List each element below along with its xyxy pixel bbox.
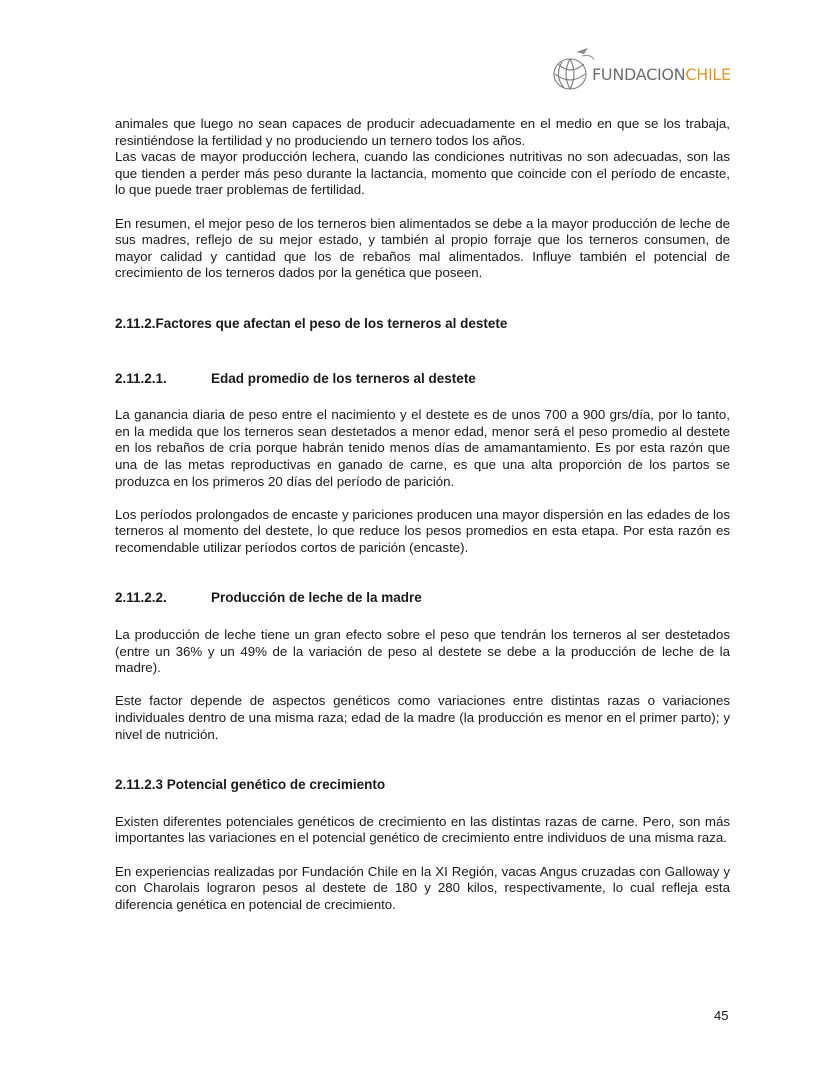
document-body <box>115 116 730 913</box>
heading-2-11-2-1 <box>115 371 730 388</box>
heading-title: Producción de leche de la madre <box>211 590 422 606</box>
paragraph-3: La ganancia diaria de peso entre el nacimiento y el destete es de unos 700 a 900 grs/día, por lo tanto, en la medida que los terneros sean destetados a menor edad, menor será el peso promedio al destete en los rebaños de cría porque habrán tenido menos días de amamantamiento. Es por esta razón que una de las metas reproductivas en ganado de carne, es que una alta proporción de los partos se produzca en los primeros 20 días del período de parición. <box>115 407 730 489</box>
heading-2-11-2-3: 2.11.2.3 Potencial genético de crecimiento <box>115 777 386 793</box>
paragraph-5: La producción de leche tiene un gran efecto sobre el peso que tendrán los terneros al ser destetados (entre un 36% y un 49% de la variación de peso al destete se debe a la producción de leche de la madre). <box>115 627 730 676</box>
paragraph-7: Existen diferentes potenciales genéticos de crecimiento en las distintas razas de carne. Pero, son más importantes las variaciones en el potencial genético de crecimiento entre individuos de una misma raza. <box>115 813 730 846</box>
logo-text-chile: CHILE <box>685 64 731 84</box>
globe-logo-icon <box>548 44 598 94</box>
heading-2-11-2-2 <box>115 590 730 607</box>
paragraph-2: En resumen, el mejor peso de los terneros bien alimentados se debe a la mayor producción de leche de sus madres, reflejo de su mejor estado, y también al propio forraje que los terneros consumen, de mayor calidad y cantidad que los de rebaños mal alimentados. Influye también el potencial de crecimiento de los terneros dados por la genética que poseen. <box>115 215 730 281</box>
paragraph-6: Este factor depende de aspectos genéticos como variaciones entre distintas razas o variaciones individuales dentro de una misma raza; edad de la madre (la producción es menor en el primer parto); y nivel de nutrición. <box>115 693 730 742</box>
paragraph-4: Los períodos prolongados de encaste y pariciones producen una mayor dispersión en las edades de los terneros al momento del destete, lo que reduce los pesos promedios en esta etapa. Por esta razón es recomendable utilizar períodos cortos de parición (encaste). <box>115 506 730 555</box>
logo-text-fundacion: FUNDACION <box>592 64 686 84</box>
paragraph-1a: animales que luego no sean capaces de producir adecuadamente en el medio en que se los trabaja, resintiéndose la fertilidad y no produciendo un ternero todos los años. <box>115 116 730 148</box>
heading-title: Edad promedio de los terneros al destete <box>211 370 476 386</box>
heading-number: 2.11.2.2. <box>115 590 167 606</box>
paragraph-8: En experiencias realizadas por Fundación Chile en la XI Región, vacas Angus cruzadas con Galloway y con Charolais lograron pesos al destete de 180 y 280 kilos, respectivamente, lo cual refleja esta diferencia genética en potencial de crecimiento. <box>115 863 730 912</box>
fundacion-chile-logo <box>548 44 738 94</box>
heading-2-11-2: 2.11.2.Factores que afectan el peso de los terneros al destete <box>115 315 508 331</box>
page-number: 45 <box>714 1008 729 1023</box>
heading-number: 2.11.2.1. <box>115 370 167 386</box>
logo-text <box>592 65 731 84</box>
paragraph-1b: Las vacas de mayor producción lechera, cuando las condiciones nutritivas no son adecuadas, son las que tienden a perder más peso durante la lactancia, momento que coincide con el período de encaste, lo que puede traer problemas de fertilidad. <box>115 149 730 198</box>
